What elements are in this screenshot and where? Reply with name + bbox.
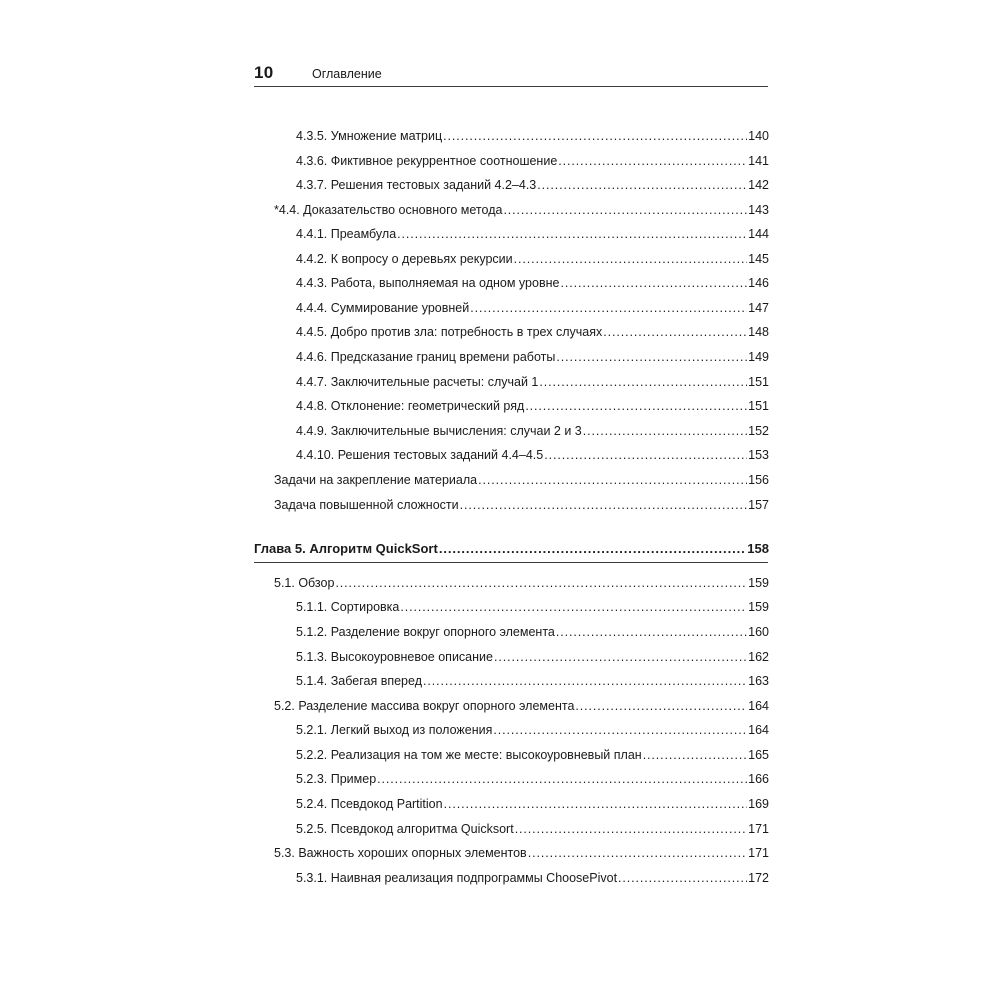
- toc-entry-page: 145: [748, 252, 769, 266]
- toc-entry-page: 159: [748, 600, 769, 614]
- dot-leader: [603, 324, 747, 340]
- toc-entry-label: 5.2.3. Пример: [296, 772, 377, 786]
- page-number: 10: [254, 63, 274, 82]
- toc-entry: [254, 419, 769, 439]
- dot-leader: [478, 472, 747, 488]
- toc-entry: [254, 694, 769, 714]
- toc-entry-page: 143: [748, 203, 769, 217]
- toc-entry-label: 4.4.2. К вопросу о деревьях рекурсии: [296, 252, 513, 266]
- toc-entry-label: 4.4.8. Отклонение: геометрический ряд: [296, 399, 525, 413]
- toc-entry: [254, 620, 769, 640]
- toc-entry-label: 5.2.1. Легкий выход из положения: [296, 723, 493, 737]
- toc-entry: [254, 198, 769, 218]
- toc-entry-label: *4.4. Доказательство основного метода: [274, 203, 503, 217]
- toc-entry: [254, 394, 769, 414]
- dot-leader: [618, 870, 747, 886]
- toc-entry-label: 5.1.2. Разделение вокруг опорного элемента: [296, 625, 555, 639]
- dot-leader: [423, 673, 747, 689]
- toc-entry-page: 147: [748, 301, 769, 315]
- dot-leader: [525, 398, 747, 414]
- dot-leader: [515, 821, 747, 837]
- dot-leader: [460, 497, 748, 513]
- toc-entry-label: 5.3.1. Наивная реализация подпрограммы ChoosePivot: [296, 871, 618, 885]
- dot-leader: [539, 374, 747, 390]
- toc-entry-page: 157: [748, 498, 769, 512]
- dot-leader: [560, 275, 747, 291]
- toc-entry: [254, 718, 769, 738]
- dot-leader: [558, 153, 747, 169]
- running-title: Оглавление: [312, 67, 382, 81]
- dot-leader: [444, 796, 748, 812]
- toc-entry-label: 4.4.4. Суммирование уровней: [296, 301, 470, 315]
- toc-entry-page: 162: [748, 650, 769, 664]
- toc-entry-label: 5.1. Обзор: [274, 576, 335, 590]
- toc-entry: [254, 345, 769, 365]
- toc-entry: [254, 817, 769, 837]
- toc-entry-page: 144: [748, 227, 769, 241]
- toc-entry-label: 5.2.2. Реализация на том же месте: высокоуровневый план: [296, 748, 642, 762]
- toc-entry-label: 4.4.10. Решения тестовых заданий 4.4–4.5: [296, 448, 544, 462]
- toc-entry-label: 4.4.9. Заключительные вычисления: случаи 2 и 3: [296, 424, 582, 438]
- toc-entry-page: 151: [748, 375, 769, 389]
- toc-entry-label: 5.2.5. Псевдокод алгоритма Quicksort: [296, 822, 514, 836]
- dot-leader: [397, 226, 747, 242]
- dot-leader: [556, 349, 747, 365]
- toc-entry: [254, 571, 769, 591]
- toc-entry-page: 158: [747, 541, 769, 556]
- toc-entry-label: 5.2.4. Псевдокод Partition: [296, 797, 443, 811]
- dot-leader: [544, 447, 747, 463]
- toc-entry: [254, 149, 769, 169]
- dot-leader: [494, 649, 747, 665]
- toc-entry-page: 142: [748, 178, 769, 192]
- dot-leader: [528, 845, 747, 861]
- dot-leader: [493, 722, 747, 738]
- toc-entry: [254, 767, 769, 787]
- toc-entry-page: 166: [748, 772, 769, 786]
- toc-entry-page: 152: [748, 424, 769, 438]
- toc-entry: [254, 443, 769, 463]
- toc-entry: [254, 124, 769, 144]
- toc-entry-label: 4.4.1. Преамбула: [296, 227, 397, 241]
- toc-entry-label: 4.4.5. Добро против зла: потребность в трех случаях: [296, 325, 603, 339]
- toc-entry: [254, 222, 769, 242]
- chapter-divider-rule: [254, 562, 768, 563]
- toc-entry: [254, 173, 769, 193]
- toc-entry-page: 171: [748, 846, 769, 860]
- toc-entry-label: 4.4.7. Заключительные расчеты: случай 1: [296, 375, 539, 389]
- toc-entry-page: 148: [748, 325, 769, 339]
- dot-leader: [514, 251, 748, 267]
- dot-leader: [439, 541, 746, 557]
- toc-entry-page: 164: [748, 699, 769, 713]
- toc-entry: [254, 792, 769, 812]
- toc-entry-label: Глава 5. Алгоритм QuickSort: [254, 541, 438, 556]
- toc-entry: [254, 595, 769, 615]
- dot-leader: [503, 202, 747, 218]
- toc-entry-page: 146: [748, 276, 769, 290]
- toc-entry-page: 151: [748, 399, 769, 413]
- toc-entry-page: 172: [748, 871, 769, 885]
- toc-entry-page: 163: [748, 674, 769, 688]
- dot-leader: [575, 698, 747, 714]
- toc-entry-page: 160: [748, 625, 769, 639]
- toc-entry: [254, 841, 769, 861]
- toc-entry-page: 140: [748, 129, 769, 143]
- toc-entry: [254, 743, 769, 763]
- toc-entry: [254, 296, 769, 316]
- toc-entry-page: 149: [748, 350, 769, 364]
- toc-entry-page: 165: [748, 748, 769, 762]
- toc-entry-label: Задачи на закрепление материала: [274, 473, 478, 487]
- toc-entry-page: 164: [748, 723, 769, 737]
- toc-entry-page: 169: [748, 797, 769, 811]
- toc-entry: [254, 645, 769, 665]
- toc-entry: [254, 669, 769, 689]
- toc-entry-label: 4.3.7. Решения тестовых заданий 4.2–4.3: [296, 178, 537, 192]
- dot-leader: [335, 575, 747, 591]
- dot-leader: [537, 177, 747, 193]
- toc-entry-label: 4.3.5. Умножение матриц: [296, 129, 443, 143]
- toc-entry-page: 153: [748, 448, 769, 462]
- dot-leader: [583, 423, 747, 439]
- dot-leader: [443, 128, 747, 144]
- toc-entry-label: 5.2. Разделение массива вокруг опорного элемента: [274, 699, 575, 713]
- toc-entry-page: 159: [748, 576, 769, 590]
- toc-entry-page: 171: [748, 822, 769, 836]
- toc-entry-label: 5.3. Важность хороших опорных элементов: [274, 846, 527, 860]
- dot-leader: [400, 599, 747, 615]
- toc-entry: [254, 271, 769, 291]
- toc-entry-label: 4.4.6. Предсказание границ времени работы: [296, 350, 556, 364]
- table-of-contents: [254, 0, 769, 1000]
- toc-chapter-heading: [254, 537, 769, 557]
- dot-leader: [377, 771, 747, 787]
- toc-entry-label: 5.1.4. Забегая вперед: [296, 674, 422, 688]
- toc-entry-label: 4.3.6. Фиктивное рекуррентное соотношение: [296, 154, 558, 168]
- toc-entry-label: Задача повышенной сложности: [274, 498, 459, 512]
- dot-leader: [470, 300, 747, 316]
- toc-entry-label: 4.4.3. Работа, выполняемая на одном уровне: [296, 276, 560, 290]
- toc-entry: [254, 866, 769, 886]
- toc-entry: [254, 247, 769, 267]
- toc-entry-page: 141: [748, 154, 769, 168]
- toc-entry-label: 5.1.1. Сортировка: [296, 600, 400, 614]
- dot-leader: [556, 624, 747, 640]
- dot-leader: [643, 747, 747, 763]
- toc-entry: [254, 493, 769, 513]
- toc-entry-label: 5.1.3. Высокоуровневое описание: [296, 650, 493, 664]
- toc-entry-page: 156: [748, 473, 769, 487]
- toc-entry: [254, 320, 769, 340]
- toc-entry: [254, 468, 769, 488]
- toc-entry: [254, 370, 769, 390]
